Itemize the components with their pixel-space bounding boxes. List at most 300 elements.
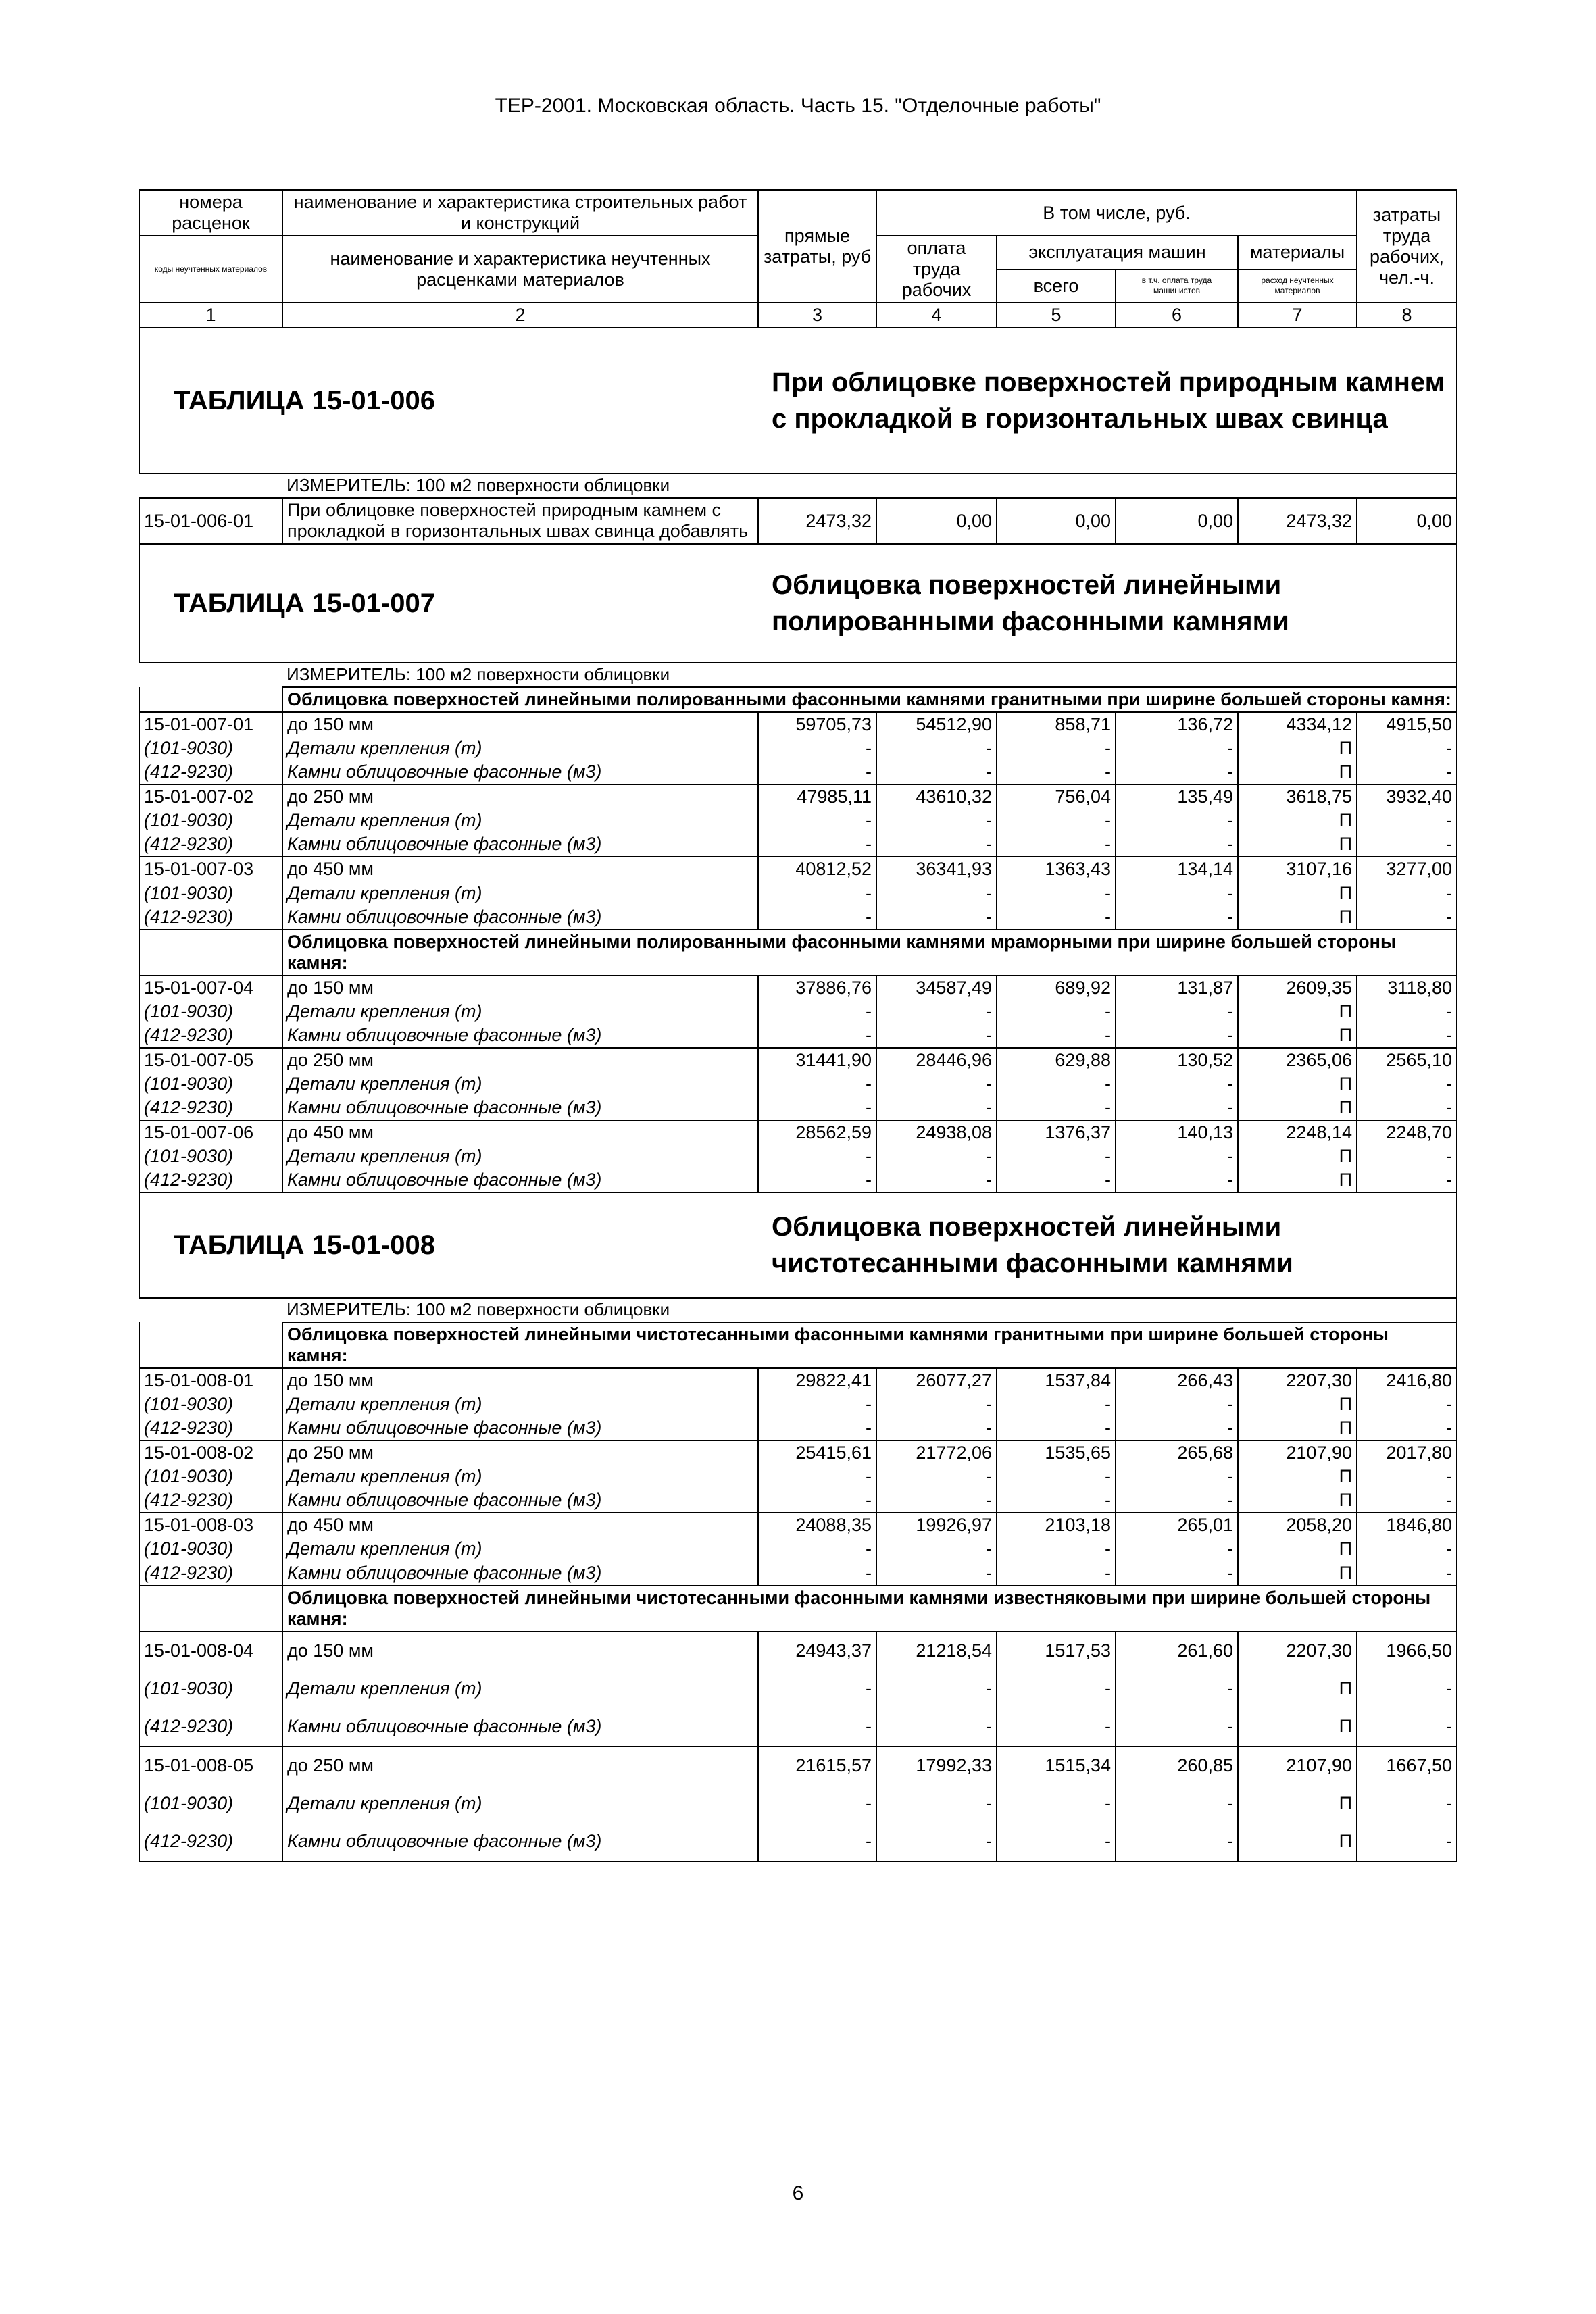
col-name-header: наименование и характеристика строительных работ и конструкций — [282, 190, 758, 236]
value-cell: 858,71 — [997, 712, 1116, 736]
empty-dash: - — [1116, 1024, 1238, 1048]
material-row — [139, 882, 1457, 905]
material-code: (101-9030) — [139, 1392, 282, 1416]
col-material-names-header: наименование и характеристика неучтенных расценками материалов — [282, 236, 758, 303]
rate-code: 15-01-007-01 — [139, 712, 282, 736]
empty-dash: - — [758, 1392, 876, 1416]
rate-code: 15-01-007-03 — [139, 857, 282, 881]
value-cell: 3932,40 — [1357, 784, 1457, 809]
empty-dash: - — [997, 905, 1116, 930]
col-number: 8 — [1357, 303, 1457, 328]
material-mark-p: П — [1238, 1024, 1357, 1048]
col-number: 7 — [1238, 303, 1357, 328]
empty-dash: - — [876, 1465, 997, 1488]
group-heading-row — [139, 1322, 1457, 1368]
value-cell: 25415,61 — [758, 1440, 876, 1465]
material-name: Камни облицовочные фасонные (м3) — [282, 905, 758, 930]
rate-row — [139, 784, 1457, 809]
empty-dash: - — [758, 1000, 876, 1024]
value-cell: 2416,80 — [1357, 1368, 1457, 1392]
empty-dash: - — [758, 1708, 876, 1746]
material-mark-p: П — [1238, 832, 1357, 857]
empty-dash: - — [997, 1000, 1116, 1024]
empty-dash: - — [997, 1785, 1116, 1823]
empty-dash: - — [1357, 1465, 1457, 1488]
value-cell: 260,85 — [1116, 1746, 1238, 1785]
material-mark-p: П — [1238, 1670, 1357, 1708]
col-number: 2 — [282, 303, 758, 328]
group-heading-row — [139, 687, 1457, 712]
material-code: (101-9030) — [139, 1465, 282, 1488]
material-code: (412-9230) — [139, 1024, 282, 1048]
work-name: до 150 мм — [282, 976, 758, 1000]
page-header: ТЕР-2001. Московская область. Часть 15. "Отделочные работы" — [495, 95, 1101, 117]
measure-spacer — [139, 663, 282, 687]
empty-dash: - — [1116, 1537, 1238, 1561]
material-mark-p: П — [1238, 882, 1357, 905]
value-cell: 2103,18 — [997, 1513, 1116, 1537]
measure-unit: ИЗМЕРИТЕЛЬ: 100 м2 поверхности облицовки — [282, 663, 1457, 687]
material-row — [139, 1145, 1457, 1168]
empty-dash: - — [758, 905, 876, 930]
col-number: 5 — [997, 303, 1116, 328]
material-mark-p: П — [1238, 905, 1357, 930]
material-row — [139, 1000, 1457, 1024]
empty-dash: - — [1357, 1785, 1457, 1823]
value-cell: 2248,70 — [1357, 1120, 1457, 1145]
material-name: Камни облицовочные фасонные (м3) — [282, 1168, 758, 1192]
empty-dash: - — [1116, 1392, 1238, 1416]
empty-dash: - — [1357, 1561, 1457, 1586]
empty-dash: - — [1357, 1168, 1457, 1192]
table-title-row — [139, 328, 1457, 474]
value-cell: 136,72 — [1116, 712, 1238, 736]
value-cell: 24943,37 — [758, 1632, 876, 1670]
material-name: Детали крепления (т) — [282, 1537, 758, 1561]
rate-code: 15-01-008-04 — [139, 1632, 282, 1670]
value-cell: 2609,35 — [1238, 976, 1357, 1000]
rate-code: 15-01-007-02 — [139, 784, 282, 809]
material-row — [139, 1465, 1457, 1488]
material-mark-p: П — [1238, 760, 1357, 784]
value-cell: 1376,37 — [997, 1120, 1116, 1145]
empty-dash: - — [1357, 1000, 1457, 1024]
value-cell: 266,43 — [1116, 1368, 1238, 1392]
material-name: Камни облицовочные фасонные (м3) — [282, 1488, 758, 1513]
value-cell: 1363,43 — [997, 857, 1116, 881]
value-cell: 37886,76 — [758, 976, 876, 1000]
value-cell: 130,52 — [1116, 1048, 1238, 1072]
work-name: до 450 мм — [282, 857, 758, 881]
rate-row — [139, 1746, 1457, 1785]
table-title-row — [139, 1192, 1457, 1298]
value-cell: 2207,30 — [1238, 1368, 1357, 1392]
empty-dash: - — [997, 1708, 1116, 1746]
group-heading: Облицовка поверхностей линейными полированными фасонными камнями гранитными при ширине большей стороны камня: — [282, 687, 1457, 712]
empty-dash: - — [997, 809, 1116, 832]
value-cell: 2207,30 — [1238, 1632, 1357, 1670]
material-code: (412-9230) — [139, 1823, 282, 1861]
group-spacer — [139, 1322, 282, 1368]
group-spacer — [139, 1586, 282, 1632]
material-row — [139, 905, 1457, 930]
material-row — [139, 1392, 1457, 1416]
col-direct-costs-header: прямые затраты, руб — [758, 190, 876, 303]
col-material-codes-header: коды неучтенных материалов — [139, 236, 282, 303]
empty-dash: - — [758, 832, 876, 857]
value-cell: 2365,06 — [1238, 1048, 1357, 1072]
col-labor-header: затраты труда рабочих, чел.-ч. — [1357, 190, 1457, 303]
col-wages-header: оплата труда рабочих — [876, 236, 997, 303]
empty-dash: - — [758, 1145, 876, 1168]
group-heading-row — [139, 1586, 1457, 1632]
empty-dash: - — [1357, 1823, 1457, 1861]
empty-dash: - — [997, 1670, 1116, 1708]
empty-dash: - — [1357, 1416, 1457, 1440]
empty-dash: - — [758, 1823, 876, 1861]
empty-dash: - — [876, 1708, 997, 1746]
material-mark-p: П — [1238, 1168, 1357, 1192]
empty-dash: - — [1357, 1024, 1457, 1048]
material-mark-p: П — [1238, 1072, 1357, 1096]
empty-dash: - — [1357, 809, 1457, 832]
material-name: Детали крепления (т) — [282, 1785, 758, 1823]
empty-dash: - — [997, 1537, 1116, 1561]
value-cell: 40812,52 — [758, 857, 876, 881]
value-cell: 43610,32 — [876, 784, 997, 809]
material-mark-p: П — [1238, 1096, 1357, 1120]
material-name: Камни облицовочные фасонные (м3) — [282, 1708, 758, 1746]
rate-row — [139, 976, 1457, 1000]
rate-code: 15-01-007-04 — [139, 976, 282, 1000]
empty-dash: - — [758, 1465, 876, 1488]
value-cell: 24088,35 — [758, 1513, 876, 1537]
empty-dash: - — [1116, 1000, 1238, 1024]
table-title: При облицовке поверхностей природным камнем с прокладкой в горизонтальных швах свинца — [758, 328, 1457, 474]
empty-dash: - — [876, 760, 997, 784]
group-spacer — [139, 687, 282, 712]
work-name: до 150 мм — [282, 1632, 758, 1670]
material-name: Камни облицовочные фасонные (м3) — [282, 1024, 758, 1048]
empty-dash: - — [758, 1785, 876, 1823]
empty-dash: - — [997, 760, 1116, 784]
material-name: Камни облицовочные фасонные (м3) — [282, 760, 758, 784]
group-spacer — [139, 930, 282, 976]
material-code: (412-9230) — [139, 1561, 282, 1586]
value-cell: 54512,90 — [876, 712, 997, 736]
empty-dash: - — [876, 1024, 997, 1048]
material-row — [139, 1785, 1457, 1823]
material-name: Камни облицовочные фасонные (м3) — [282, 1416, 758, 1440]
empty-dash: - — [758, 1024, 876, 1048]
rate-code: 15-01-008-01 — [139, 1368, 282, 1392]
empty-dash: - — [1116, 905, 1238, 930]
rate-code: 15-01-007-06 — [139, 1120, 282, 1145]
material-mark-p: П — [1238, 809, 1357, 832]
material-mark-p: П — [1238, 1561, 1357, 1586]
work-name: до 250 мм — [282, 1746, 758, 1785]
material-name: Детали крепления (т) — [282, 809, 758, 832]
material-name: Детали крепления (т) — [282, 1670, 758, 1708]
price-sheet — [139, 189, 1456, 1862]
value-cell: 4334,12 — [1238, 712, 1357, 736]
material-code: (101-9030) — [139, 1000, 282, 1024]
value-cell: 261,60 — [1116, 1632, 1238, 1670]
work-name: до 250 мм — [282, 1440, 758, 1465]
empty-dash: - — [876, 882, 997, 905]
value-cell: 689,92 — [997, 976, 1116, 1000]
material-row — [139, 1168, 1457, 1192]
empty-dash: - — [758, 809, 876, 832]
empty-dash: - — [876, 1488, 997, 1513]
value-cell: 0,00 — [876, 498, 997, 544]
value-cell: 3107,16 — [1238, 857, 1357, 881]
value-cell: 21615,57 — [758, 1746, 876, 1785]
col-machines-total-header: всего — [997, 270, 1116, 303]
rate-row — [139, 857, 1457, 881]
empty-dash: - — [876, 1670, 997, 1708]
value-cell: 2107,90 — [1238, 1746, 1357, 1785]
value-cell: 3118,80 — [1357, 976, 1457, 1000]
value-cell: 2058,20 — [1238, 1513, 1357, 1537]
value-cell: 3618,75 — [1238, 784, 1357, 809]
rate-code: 15-01-006-01 — [139, 498, 282, 544]
empty-dash: - — [997, 1392, 1116, 1416]
empty-dash: - — [1357, 1708, 1457, 1746]
material-mark-p: П — [1238, 736, 1357, 760]
empty-dash: - — [876, 1823, 997, 1861]
empty-dash: - — [997, 1465, 1116, 1488]
material-mark-p: П — [1238, 1708, 1357, 1746]
price-table — [139, 189, 1457, 1862]
material-code: (101-9030) — [139, 809, 282, 832]
material-row — [139, 1823, 1457, 1861]
empty-dash: - — [1357, 760, 1457, 784]
material-name: Детали крепления (т) — [282, 1072, 758, 1096]
empty-dash: - — [1357, 832, 1457, 857]
value-cell: 2017,80 — [1357, 1440, 1457, 1465]
col-operators-wages-header: в т.ч. оплата труда машинистов — [1116, 270, 1238, 303]
empty-dash: - — [876, 1392, 997, 1416]
table-number: ТАБЛИЦА 15-01-007 — [139, 544, 758, 663]
empty-dash: - — [758, 1488, 876, 1513]
empty-dash: - — [997, 832, 1116, 857]
empty-dash: - — [1116, 1785, 1238, 1823]
material-code: (412-9230) — [139, 1416, 282, 1440]
empty-dash: - — [1116, 832, 1238, 857]
material-mark-p: П — [1238, 1145, 1357, 1168]
material-row — [139, 1416, 1457, 1440]
value-cell: 1667,50 — [1357, 1746, 1457, 1785]
empty-dash: - — [876, 1072, 997, 1096]
value-cell: 21772,06 — [876, 1440, 997, 1465]
table-number: ТАБЛИЦА 15-01-006 — [139, 328, 758, 474]
empty-dash: - — [1357, 1145, 1457, 1168]
empty-dash: - — [876, 736, 997, 760]
empty-dash: - — [758, 1670, 876, 1708]
material-code: (101-9030) — [139, 1785, 282, 1823]
empty-dash: - — [1116, 736, 1238, 760]
empty-dash: - — [1116, 1670, 1238, 1708]
group-heading-row — [139, 930, 1457, 976]
material-mark-p: П — [1238, 1785, 1357, 1823]
value-cell: 134,14 — [1116, 857, 1238, 881]
material-name: Детали крепления (т) — [282, 1000, 758, 1024]
empty-dash: - — [1116, 1416, 1238, 1440]
value-cell: 36341,93 — [876, 857, 997, 881]
table-title-row — [139, 544, 1457, 663]
value-cell: 265,01 — [1116, 1513, 1238, 1537]
empty-dash: - — [1116, 882, 1238, 905]
material-row — [139, 1561, 1457, 1586]
group-heading: Облицовка поверхностей линейными чистотесанными фасонными камнями известняковыми при ширине большей стороны камня: — [282, 1586, 1457, 1632]
rate-code: 15-01-008-02 — [139, 1440, 282, 1465]
empty-dash: - — [1116, 1072, 1238, 1096]
value-cell: 3277,00 — [1357, 857, 1457, 881]
material-mark-p: П — [1238, 1537, 1357, 1561]
empty-dash: - — [997, 1488, 1116, 1513]
col-codes-header: номера расценок — [139, 190, 282, 236]
material-row — [139, 1024, 1457, 1048]
material-mark-p: П — [1238, 1465, 1357, 1488]
material-name: Детали крепления (т) — [282, 1145, 758, 1168]
empty-dash: - — [1116, 1145, 1238, 1168]
empty-dash: - — [997, 1168, 1116, 1192]
group-heading: Облицовка поверхностей линейными полированными фасонными камнями мраморными при ширине большей стороны камня: — [282, 930, 1457, 976]
empty-dash: - — [758, 1537, 876, 1561]
empty-dash: - — [758, 1416, 876, 1440]
empty-dash: - — [1357, 882, 1457, 905]
empty-dash: - — [876, 832, 997, 857]
empty-dash: - — [1357, 1392, 1457, 1416]
empty-dash: - — [1357, 1072, 1457, 1096]
material-row — [139, 1072, 1457, 1096]
empty-dash: - — [758, 1096, 876, 1120]
value-cell: 0,00 — [1357, 498, 1457, 544]
work-name: до 250 мм — [282, 1048, 758, 1072]
measure-unit: ИЗМЕРИТЕЛЬ: 100 м2 поверхности облицовки — [282, 1298, 1457, 1322]
material-code: (101-9030) — [139, 1145, 282, 1168]
value-cell: 1535,65 — [997, 1440, 1116, 1465]
rate-row — [139, 1368, 1457, 1392]
empty-dash: - — [876, 1416, 997, 1440]
empty-dash: - — [876, 1000, 997, 1024]
material-code: (412-9230) — [139, 905, 282, 930]
measure-spacer — [139, 1298, 282, 1322]
rate-row — [139, 1048, 1457, 1072]
empty-dash: - — [997, 1561, 1116, 1586]
material-code: (101-9030) — [139, 1072, 282, 1096]
material-mark-p: П — [1238, 1488, 1357, 1513]
value-cell: 34587,49 — [876, 976, 997, 1000]
work-name: При облицовке поверхностей природным камнем с прокладкой в горизонтальных швах свинца добавлять — [282, 498, 758, 544]
value-cell: 1515,34 — [997, 1746, 1116, 1785]
empty-dash: - — [1116, 1096, 1238, 1120]
empty-dash: - — [997, 1096, 1116, 1120]
value-cell: 1966,50 — [1357, 1632, 1457, 1670]
table-title: Облицовка поверхностей линейными чистотесанными фасонными камнями — [758, 1192, 1457, 1298]
material-row — [139, 760, 1457, 784]
material-mark-p: П — [1238, 1416, 1357, 1440]
material-row — [139, 1708, 1457, 1746]
work-name: до 150 мм — [282, 712, 758, 736]
material-code: (101-9030) — [139, 1670, 282, 1708]
table-number: ТАБЛИЦА 15-01-008 — [139, 1192, 758, 1298]
empty-dash: - — [876, 1168, 997, 1192]
material-mark-p: П — [1238, 1392, 1357, 1416]
measure-row — [139, 1298, 1457, 1322]
empty-dash: - — [997, 882, 1116, 905]
rate-row — [139, 712, 1457, 736]
measure-unit: ИЗМЕРИТЕЛЬ: 100 м2 поверхности облицовки — [282, 474, 1457, 498]
empty-dash: - — [876, 1096, 997, 1120]
material-code: (412-9230) — [139, 760, 282, 784]
rate-code: 15-01-008-05 — [139, 1746, 282, 1785]
material-row — [139, 1537, 1457, 1561]
material-mark-p: П — [1238, 1823, 1357, 1861]
value-cell: 4915,50 — [1357, 712, 1457, 736]
material-name: Детали крепления (т) — [282, 1465, 758, 1488]
empty-dash: - — [1116, 1488, 1238, 1513]
value-cell: 1846,80 — [1357, 1513, 1457, 1537]
value-cell: 21218,54 — [876, 1632, 997, 1670]
work-name: до 250 мм — [282, 784, 758, 809]
empty-dash: - — [876, 1785, 997, 1823]
value-cell: 19926,97 — [876, 1513, 997, 1537]
rate-code: 15-01-007-05 — [139, 1048, 282, 1072]
material-name: Камни облицовочные фасонные (м3) — [282, 1823, 758, 1861]
col-material-consumption-header: расход неучтенных материалов — [1238, 270, 1357, 303]
value-cell: 2473,32 — [758, 498, 876, 544]
empty-dash: - — [1116, 760, 1238, 784]
rate-row — [139, 1440, 1457, 1465]
rate-row — [139, 1120, 1457, 1145]
material-name: Камни облицовочные фасонные (м3) — [282, 1096, 758, 1120]
material-row — [139, 1096, 1457, 1120]
empty-dash: - — [876, 905, 997, 930]
empty-dash: - — [758, 1168, 876, 1192]
rate-row — [139, 498, 1457, 544]
value-cell: 17992,33 — [876, 1746, 997, 1785]
value-cell: 1537,84 — [997, 1368, 1116, 1392]
value-cell: 2248,14 — [1238, 1120, 1357, 1145]
empty-dash: - — [1357, 1537, 1457, 1561]
empty-dash: - — [758, 760, 876, 784]
value-cell: 26077,27 — [876, 1368, 997, 1392]
empty-dash: - — [997, 736, 1116, 760]
empty-dash: - — [1357, 1670, 1457, 1708]
value-cell: 0,00 — [1116, 498, 1238, 544]
col-materials-header: материалы — [1238, 236, 1357, 270]
empty-dash: - — [997, 1072, 1116, 1096]
material-code: (101-9030) — [139, 1537, 282, 1561]
empty-dash: - — [1357, 1096, 1457, 1120]
empty-dash: - — [1116, 1168, 1238, 1192]
material-row — [139, 1488, 1457, 1513]
value-cell: 24938,08 — [876, 1120, 997, 1145]
page-number: 6 — [792, 2182, 804, 2205]
measure-row — [139, 663, 1457, 687]
material-code: (412-9230) — [139, 1708, 282, 1746]
empty-dash: - — [1116, 1823, 1238, 1861]
empty-dash: - — [1357, 1488, 1457, 1513]
material-name: Камни облицовочные фасонные (м3) — [282, 1561, 758, 1586]
material-code: (101-9030) — [139, 736, 282, 760]
material-row — [139, 832, 1457, 857]
material-name: Детали крепления (т) — [282, 882, 758, 905]
value-cell: 0,00 — [997, 498, 1116, 544]
rate-code: 15-01-008-03 — [139, 1513, 282, 1537]
